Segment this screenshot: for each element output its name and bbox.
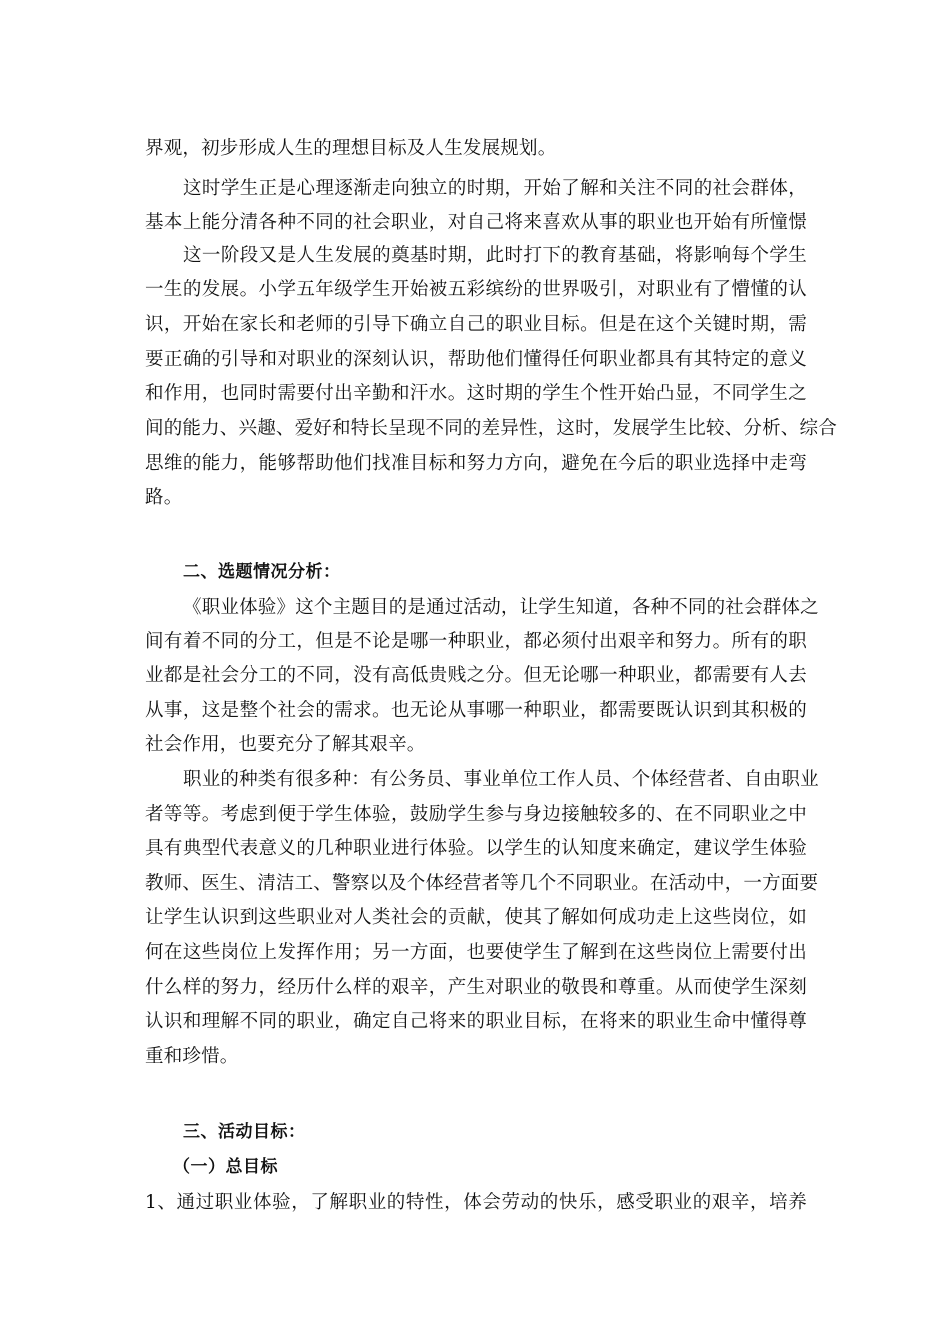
paragraph-line: 让学生认识到这些职业对人类社会的贡献，使其了解如何成功走上这些岗位，如 [145, 907, 807, 928]
paragraph-line: 思维的能力，能够帮助他们找准目标和努力方向，避免在今后的职业选择中走弯 [145, 453, 807, 474]
paragraph-line: 教师、医生、清洁工、警察以及个体经营者等几个不同职业。在活动中，一方面要 [145, 873, 819, 894]
paragraph-line: 《职业体验》这个主题目的是通过活动，让学生知道，各种不同的社会群体之 [183, 597, 819, 618]
paragraph-line: 和作用，也同时需要付出辛勤和汗水。这时期的学生个性开始凸显，不同学生之 [145, 383, 807, 404]
paragraph-line: 何在这些岗位上发挥作用；另一方面，也要使学生了解到在这些岗位上需要付出 [145, 942, 807, 963]
paragraph-line: 间的能力、兴趣、爱好和特长呈现不同的差异性，这时，发展学生比较、分析、综合 [145, 418, 837, 439]
section-heading: 二、选题情况分析： [183, 562, 341, 582]
paragraph-line: 从事，这是整个社会的需求。也无论从事哪一种职业，都需要既认识到其积极的 [145, 700, 807, 721]
paragraph-line: 识，开始在家长和老师的引导下确立自己的职业目标。但是在这个关键时期，需 [145, 314, 807, 335]
paragraph-line: 认识和理解不同的职业，确定自己将来的职业目标，在将来的职业生命中懂得尊 [145, 1011, 807, 1032]
paragraph-line: 这时学生正是心理逐渐走向独立的时期，开始了解和关注不同的社会群体， [183, 178, 807, 199]
paragraph-line: 重和珍惜。 [145, 1046, 239, 1067]
paragraph-line: 要正确的引导和对职业的深刻认识，帮助他们懂得任何职业都具有其特定的意义 [145, 349, 807, 370]
paragraph-line: 业都是社会分工的不同，没有高低贵贱之分。但无论哪一种职业，都需要有人去 [145, 665, 807, 686]
paragraph-line: 这一阶段又是人生发展的奠基时期，此时打下的教育基础，将影响每个学生 [183, 245, 807, 266]
paragraph-line: 社会作用，也要充分了解其艰辛。 [145, 734, 426, 755]
paragraph-line: 职业的种类有很多种：有公务员、事业单位工作人员、个体经营者、自由职业 [183, 769, 819, 790]
paragraph-line: 1、通过职业体验，了解职业的特性，体会劳动的快乐，感受职业的艰辛，培养 [145, 1192, 807, 1213]
paragraph-line: 具有典型代表意义的几种职业进行体验。以学生的认知度来确定，建议学生体验 [145, 838, 807, 859]
paragraph-line: 基本上能分清各种不同的社会职业，对自己将来喜欢从事的职业也开始有所憧憬 [145, 212, 807, 233]
paragraph-line: 者等等。考虑到便于学生体验，鼓励学生参与身边接触较多的、在不同职业之中 [145, 804, 807, 825]
section-heading: 三、活动目标： [183, 1122, 306, 1142]
paragraph-line: 界观，初步形成人生的理想目标及人生发展规划。 [145, 138, 557, 159]
paragraph-line: 间有着不同的分工，但是不论是哪一种职业，都必须付出艰辛和努力。所有的职 [145, 631, 807, 652]
paragraph-line: 路。 [145, 487, 183, 508]
paragraph-line: 什么样的努力，经历什么样的艰辛，产生对职业的敬畏和尊重。从而使学生深刻 [145, 977, 807, 998]
paragraph-line: 一生的发展。小学五年级学生开始被五彩缤纷的世界吸引，对职业有了懵懂的认 [145, 279, 807, 300]
subsection-heading: （一）总目标 [173, 1157, 278, 1177]
